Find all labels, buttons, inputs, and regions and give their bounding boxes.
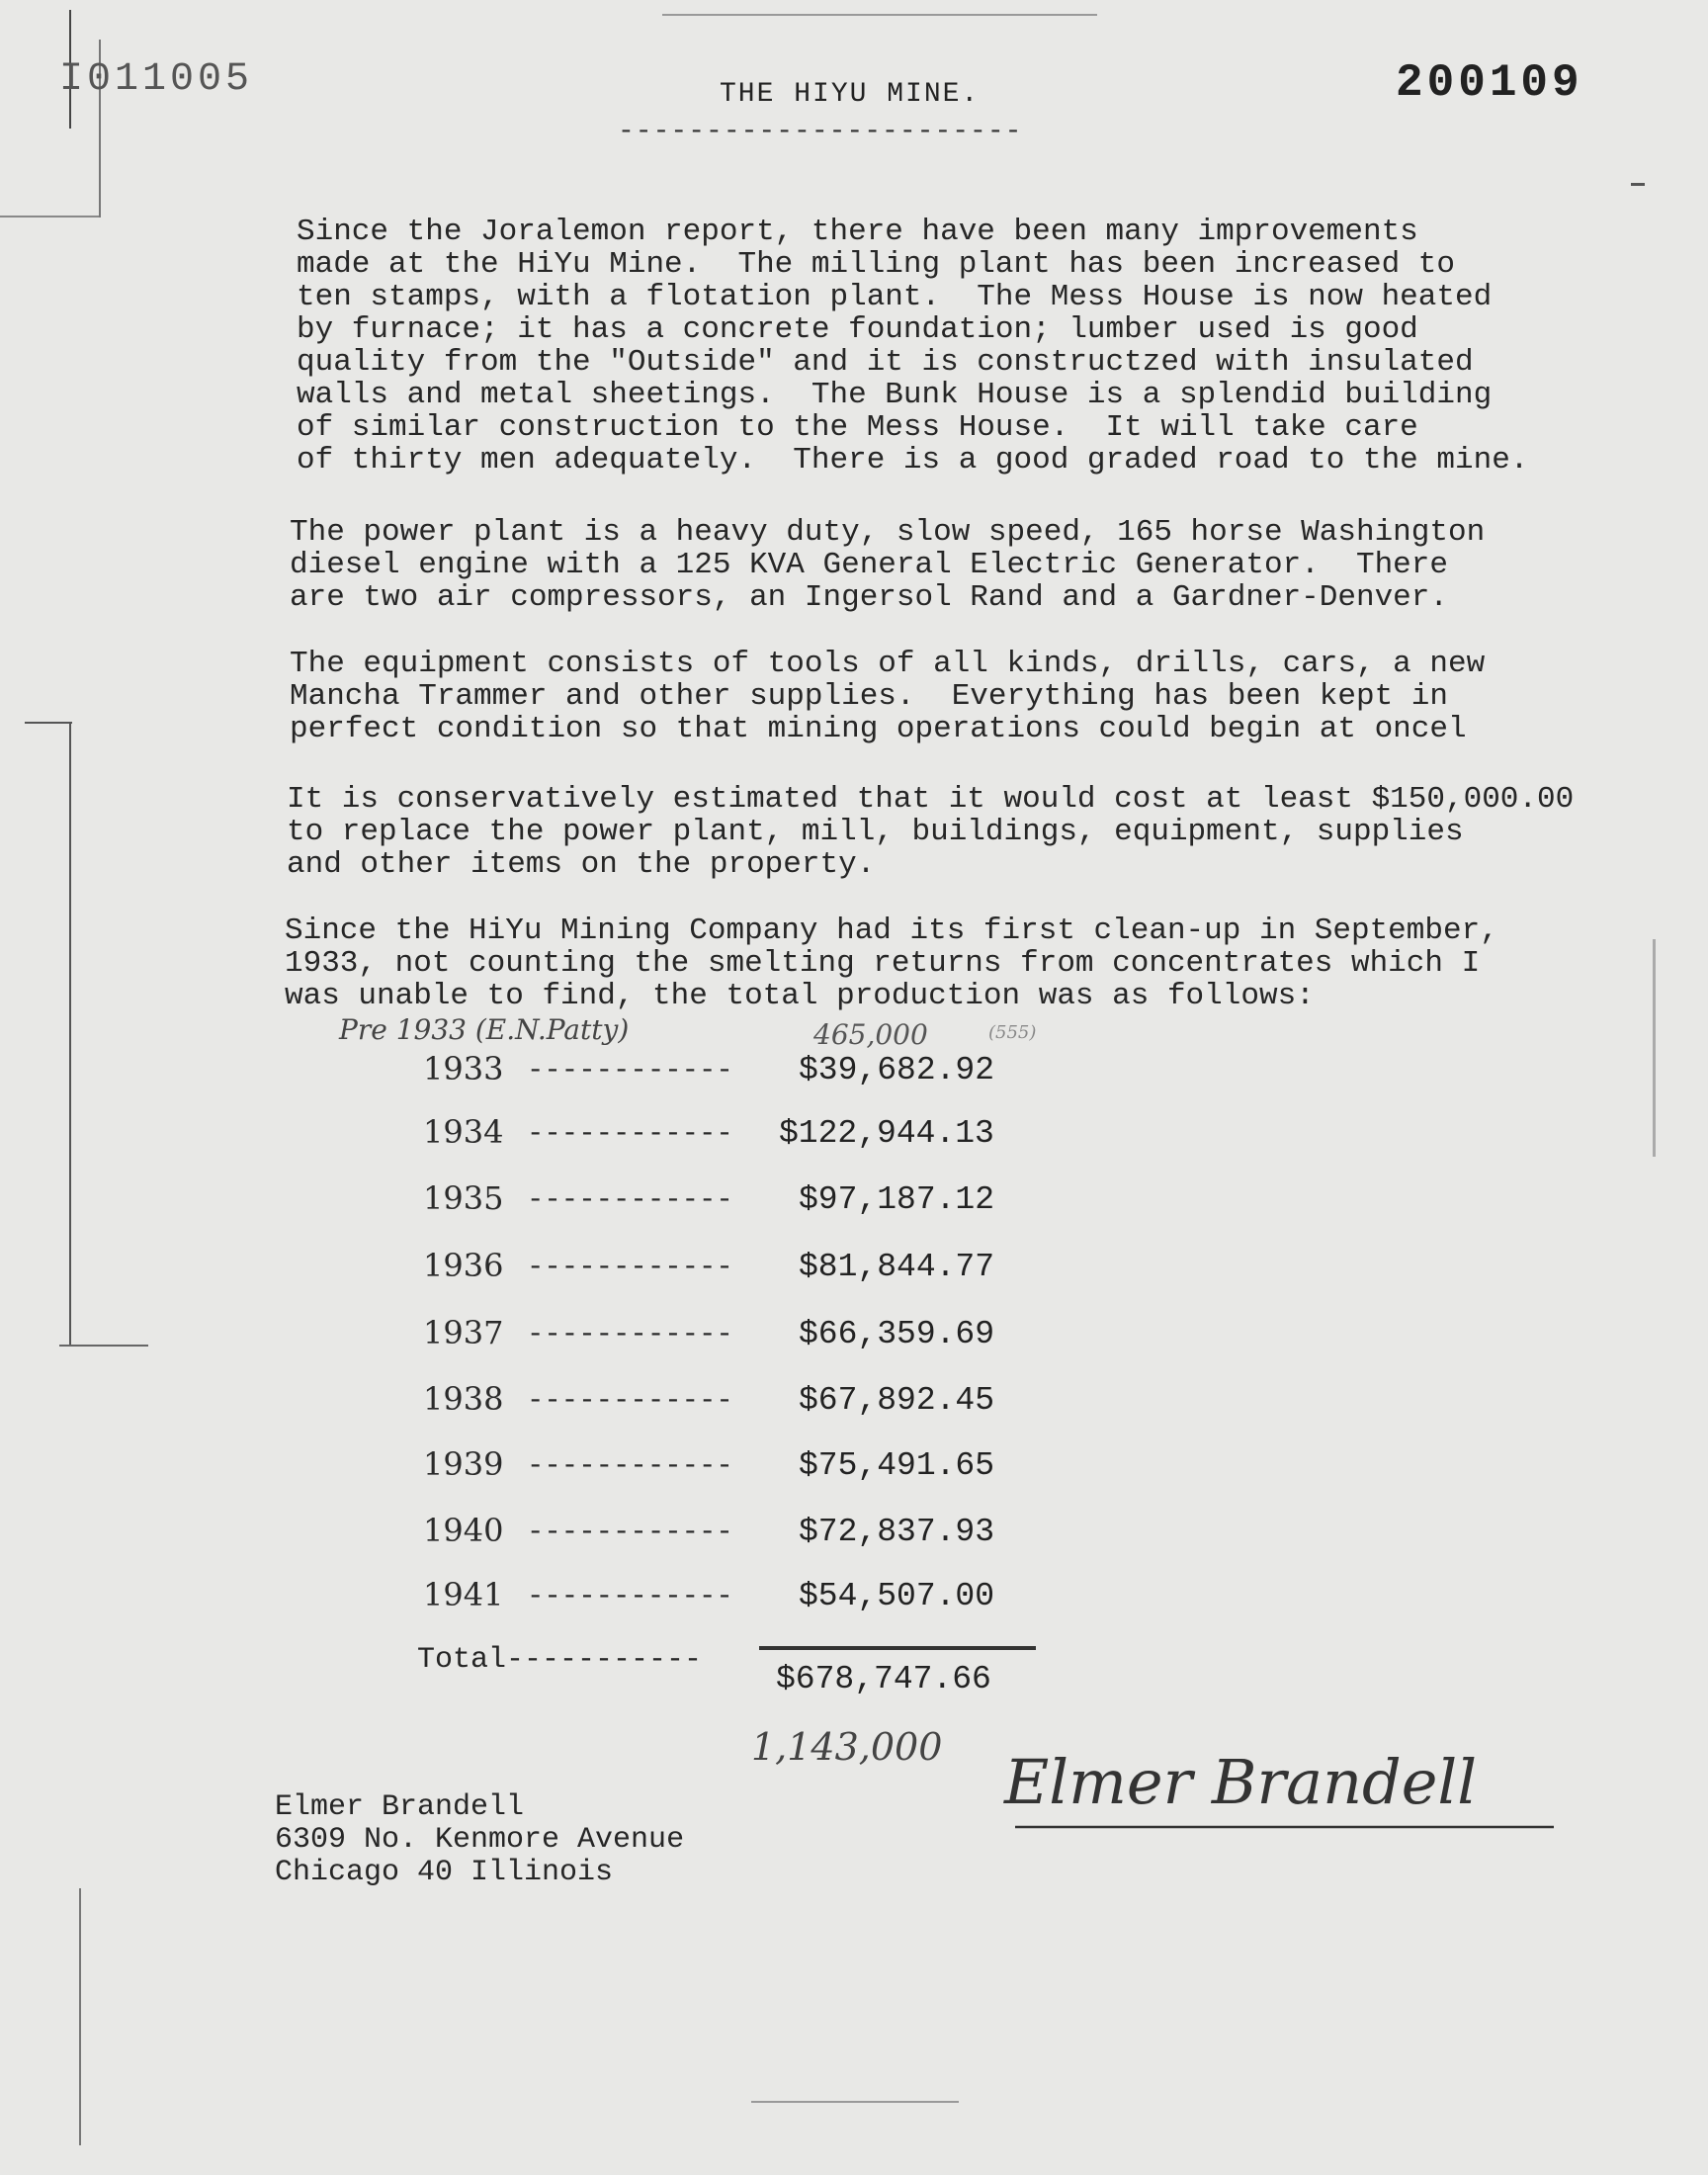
handwritten-pre-1933-amount: 465,000	[813, 1018, 928, 1051]
production-year: 1940	[423, 1512, 504, 1549]
production-row	[423, 1576, 1016, 1623]
filing-stamp: I011005	[59, 57, 254, 102]
row-leader: ------------	[527, 1251, 733, 1283]
row-leader: ------------	[527, 1318, 733, 1350]
scan-mark	[662, 14, 1097, 16]
row-leader: ------------	[527, 1516, 733, 1548]
production-year: 1938	[423, 1380, 504, 1418]
production-amount: $67,892.45	[799, 1382, 995, 1419]
production-amount: $66,359.69	[799, 1316, 995, 1352]
row-leader: ------------	[527, 1384, 733, 1417]
paragraph-replacement-cost: It is conservatively estimated that it would cost at least $150,000.00 to replace the power plant, mill, buildings, equipment, supplies and other items on the property.	[287, 782, 1575, 882]
title-underline: -----------------------	[618, 117, 1023, 147]
handwritten-grand-total: 1,143,000	[751, 1725, 943, 1769]
production-row	[423, 1380, 1016, 1428]
production-year: 1935	[423, 1179, 504, 1217]
row-leader: ------------	[527, 1054, 733, 1087]
production-amount: $39,682.92	[799, 1052, 995, 1088]
production-amount: $75,491.65	[799, 1447, 995, 1484]
production-year: 1941	[423, 1576, 504, 1613]
signature-text: Elmer Brandell	[1004, 1746, 1478, 1818]
total-rule	[759, 1646, 1036, 1650]
production-row	[423, 1314, 1016, 1361]
row-leader: ------------	[527, 1449, 733, 1482]
production-row	[423, 1179, 1016, 1227]
scan-mark	[59, 1345, 148, 1347]
scan-mark	[1653, 939, 1656, 1157]
production-year: 1939	[423, 1445, 504, 1483]
paragraph-power-plant: The power plant is a heavy duty, slow speed, 165 horse Washington diesel engine with a 125 KVA General Electric Generator. There are two air compressors, an Ingersol Rand and a Gardner-Denver.	[290, 515, 1486, 615]
scan-mark	[0, 216, 99, 218]
signature	[1000, 1732, 1554, 1841]
production-amount: $122,944.13	[779, 1115, 994, 1152]
production-row	[423, 1247, 1016, 1294]
production-amount: $54,507.00	[799, 1578, 995, 1614]
total-label: Total-----------	[417, 1643, 703, 1677]
production-row	[423, 1445, 1016, 1493]
handwritten-pre-1933-note: Pre 1933 (E.N.Patty)	[339, 1013, 630, 1046]
document-title: THE HIYU MINE.	[720, 79, 981, 110]
total-amount: $678,747.66	[776, 1661, 991, 1697]
paragraph-equipment: The equipment consists of tools of all kinds, drills, cars, a new Mancha Trammer and other supplies. Everything has been kept in perfect condition so that mining operations could begin at oncel	[290, 647, 1486, 746]
production-amount: $97,187.12	[799, 1181, 995, 1218]
scan-mark	[751, 2101, 959, 2103]
production-amount: $81,844.77	[799, 1249, 995, 1285]
paragraph-improvements: Since the Joralemon report, there have been many improvements made at the HiYu Mine. The milling plant has been increased to ten stamps, with a flotation plant. The Mess House is now heated by furnace; it has a concrete foundation; lumber used is good quality from the "Outside" and it is constructzed with insulated walls and metal sheetings. The Bunk House is a splendid building of similar construction to the Mess House. It will take care of thirty men adequately. There is a good graded road to the mine.	[297, 215, 1529, 478]
scan-mark	[79, 1888, 81, 2145]
row-leader: ------------	[527, 1580, 733, 1612]
sender-address: Elmer Brandell 6309 No. Kenmore Avenue Chicago 40 Illinois	[275, 1790, 685, 1889]
production-row	[423, 1050, 1016, 1097]
production-year: 1936	[423, 1247, 504, 1284]
production-year: 1934	[423, 1113, 504, 1151]
document-number: 200109	[1396, 57, 1583, 109]
scan-mark	[1631, 183, 1645, 186]
production-row	[423, 1512, 1016, 1559]
production-row	[423, 1113, 1016, 1161]
row-leader: ------------	[527, 1183, 733, 1216]
production-year: 1937	[423, 1314, 504, 1351]
handwritten-pre-1933-extra: (555)	[988, 1022, 1037, 1043]
paragraph-production-intro: Since the HiYu Mining Company had its first clean-up in September, 1933, not counting the smelting returns from concentrates which I was unable to find, the total production was as follows:	[285, 914, 1498, 1013]
production-amount: $72,837.93	[799, 1514, 995, 1550]
scan-mark	[69, 722, 71, 1345]
scan-mark	[25, 722, 72, 724]
production-year: 1933	[423, 1050, 504, 1088]
row-leader: ------------	[527, 1117, 733, 1150]
